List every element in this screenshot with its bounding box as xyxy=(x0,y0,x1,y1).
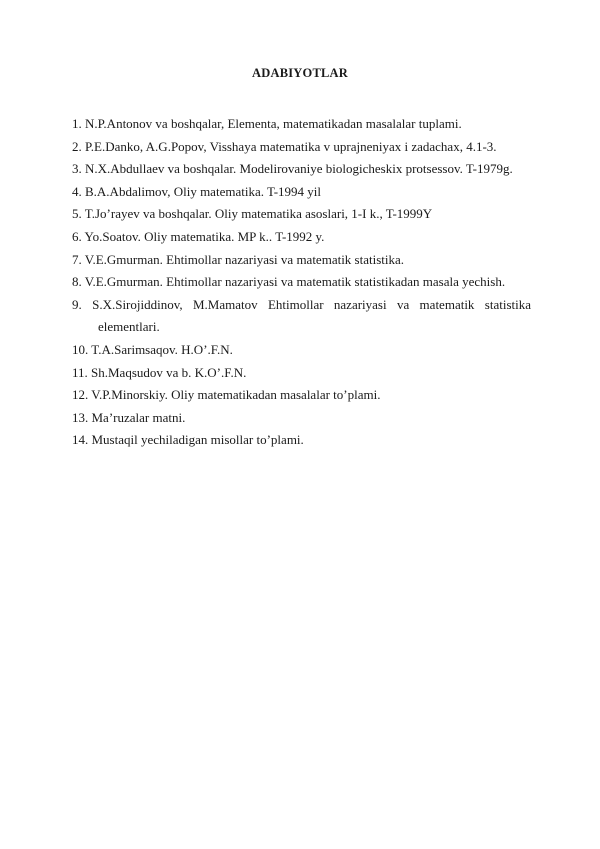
reference-item: 1. N.P.Antonov va boshqalar, Elementa, matematikadan masalalar tuplami. xyxy=(72,116,462,131)
reference-item: 10. T.A.Sarimsaqov. H.O’.F.N. xyxy=(72,341,233,357)
reference-item: 7. V.E.Gmurman. Ehtimollar nazariyasi va matematik statistika. xyxy=(72,251,405,267)
reference-item: 13. Ma’ruzalar matni. xyxy=(72,409,186,425)
reference-item: 3. N.X.Abdullaev va boshqalar. Modelirovaniye biologicheskix protsessov. T-1979g. xyxy=(72,161,513,177)
reference-item: 11. Sh.Maqsudov va b. K.O’.F.N. xyxy=(72,364,247,380)
reference-item: 4. B.A.Abdalimov, Oliy matematika. T-1994 yil xyxy=(72,183,322,199)
reference-item: 12. V.P.Minorskiy. Oliy matematikadan masalalar to’plami. xyxy=(72,387,381,403)
reference-item: 8. V.E.Gmurman. Ehtimollar nazariyasi va matematik statistikadan masala yechish. xyxy=(72,274,506,290)
reference-list xyxy=(72,113,531,452)
reference-item: 2. P.E.Danko, A.G.Popov, Visshaya matematika v uprajneniyax i zadachax, 4.1-3. xyxy=(72,138,497,154)
reference-item: 5. T.Jo’rayev va boshqalar. Oliy matematika asoslari, 1-I k., T-1999Y xyxy=(72,206,433,222)
reference-item: 6. Yo.Soatov. Oliy matematika. MP k.. T-1992 y. xyxy=(72,228,325,244)
reference-item: 14. Mustaqil yechiladigan misollar to’plami. xyxy=(72,432,304,448)
reference-item: 9. S.X.Sirojiddinov, M.Mamatov Ehtimollar nazariyasi va matematik statistika elementlari. xyxy=(72,296,531,335)
page-title: ADABIYOTLAR xyxy=(252,66,348,80)
